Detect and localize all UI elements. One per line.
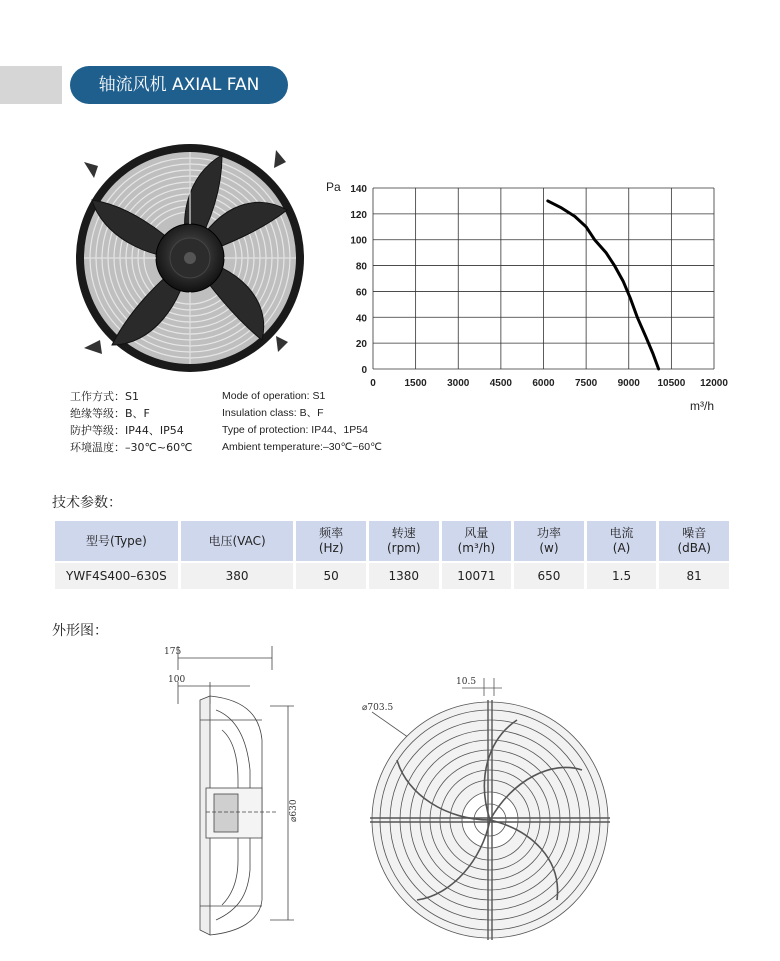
- spec-cn-temperature: 环境温度：–30℃~60℃: [70, 441, 193, 454]
- header-type: 型号(Type): [55, 521, 178, 561]
- cell-voltage: 380: [181, 563, 294, 589]
- y-tick-label: 40: [355, 313, 367, 325]
- performance-chart: [318, 172, 748, 422]
- outline-title: 外形图：: [52, 623, 108, 639]
- dimension-10-5: 10.5: [456, 677, 477, 687]
- y-tick-label: 80: [355, 261, 367, 273]
- dimension-630: ⌀630: [289, 799, 299, 822]
- x-tick-label: 3000: [447, 378, 470, 389]
- x-tick-label: 1500: [404, 378, 427, 389]
- spec-en-insulation: Insulation class: B、F: [222, 407, 324, 419]
- y-tick-label: 60: [355, 287, 367, 299]
- spec-en-mode: Mode of operation: S1: [222, 390, 326, 402]
- dimension-175: 175: [164, 647, 182, 657]
- x-tick-label: 0: [370, 378, 376, 389]
- y-tick-label: 120: [350, 209, 367, 221]
- spec-en-protection: Type of protection: IP44、1P54: [222, 424, 368, 436]
- tech-params-table: [52, 519, 732, 591]
- specs-chinese: [70, 388, 192, 456]
- cell-speed: 1380: [369, 563, 439, 589]
- specs-english: [222, 388, 382, 456]
- header-accent-block: [0, 66, 62, 104]
- spec-cn-insulation: 绝缘等级：B、F: [70, 407, 150, 420]
- y-tick-label: 0: [361, 365, 367, 376]
- airflow-pressure-curve: [548, 201, 659, 369]
- header-airflow: 风量 (m³/h): [442, 521, 512, 561]
- side-view-drawing: [150, 640, 310, 950]
- y-axis-label: Pa: [326, 180, 341, 194]
- x-tick-label: 6000: [532, 378, 555, 389]
- y-tick-labels: [350, 184, 367, 376]
- axial-fan-photo: [62, 140, 314, 380]
- header-speed: 转速 (rpm): [369, 521, 439, 561]
- dimension-100: 100: [168, 675, 186, 685]
- cell-noise: 81: [659, 563, 729, 589]
- section-header: 轴流风机 AXIAL FAN: [70, 66, 288, 104]
- x-tick-label: 9000: [617, 378, 640, 389]
- tech-params-title: 技术参数：: [52, 495, 122, 511]
- x-tick-labels: [370, 378, 728, 389]
- spec-cn-mode: 工作方式：S1: [70, 390, 139, 403]
- header-noise: 噪音 (dBA): [659, 521, 729, 561]
- cell-type: YWF4S400–630S: [55, 563, 178, 589]
- table-header-row: [55, 521, 729, 561]
- x-tick-label: 10500: [657, 378, 686, 389]
- y-tick-label: 140: [350, 184, 367, 195]
- header-power: 功率 (w): [514, 521, 584, 561]
- cell-current: 1.5: [587, 563, 657, 589]
- cell-power: 650: [514, 563, 584, 589]
- header-current: 电流 (A): [587, 521, 657, 561]
- dimension-703-5: ⌀703.5: [362, 703, 394, 713]
- x-axis-label: m³/h: [690, 399, 714, 413]
- spec-en-temperature: Ambient temperature:–30℃~60℃: [222, 441, 382, 453]
- y-tick-label: 20: [355, 339, 367, 351]
- spec-cn-protection: 防护等级：IP44、IP54: [70, 424, 184, 437]
- x-tick-label: 12000: [700, 378, 728, 389]
- table-row: [55, 563, 729, 589]
- front-view-drawing: [352, 660, 632, 945]
- cell-frequency: 50: [296, 563, 366, 589]
- x-tick-label: 4500: [489, 378, 512, 389]
- x-tick-label: 7500: [575, 378, 598, 389]
- header-frequency: 频率 (Hz): [296, 521, 366, 561]
- cell-airflow: 10071: [442, 563, 512, 589]
- chart-grid: [373, 188, 714, 369]
- y-tick-label: 100: [350, 235, 367, 247]
- header-voltage: 电压(VAC): [181, 521, 294, 561]
